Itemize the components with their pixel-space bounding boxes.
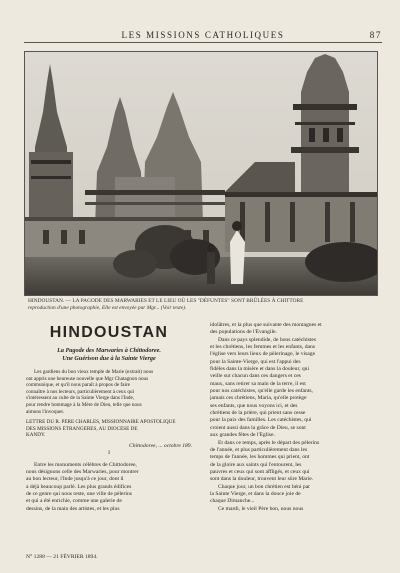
body-right-line: chrétiens de la prière, qui prient sans cesse <box>210 410 306 417</box>
body-left-line: de ce genre qui nous reste, une ville de pèlerins <box>26 491 132 497</box>
body-left-line: Entre les monuments célèbres de Chittodoree, <box>34 461 137 468</box>
body-right-line: et les chrétiens, les femmes et les enfants, dans <box>210 344 316 351</box>
body-right-line: de la gloire aux saints qui l'entourent, les <box>210 461 302 468</box>
body-left-line: nous désignons celle des Marwaries, pour montrer <box>26 468 139 475</box>
intro-line: aimons l'invoquer. <box>26 408 65 415</box>
body-right-line: aux grandes fêtes de l'Église. <box>210 432 275 439</box>
body-right-line: croient aussi dans la grâce de Dieu, se sont <box>210 424 306 431</box>
body-right-line: maux, sans retirer sa main de la terre, il est <box>210 380 306 387</box>
left-column <box>26 320 192 513</box>
intro-line: Les gardiens du bon vieux temple de Marie (extrait) nous <box>34 369 154 375</box>
intro-line: connaître à nos lecteurs, particulièrement à ceux qui <box>26 388 135 395</box>
body-right-line: idolâtres, et la plus que suivante des montagnes et <box>210 322 322 328</box>
body-right-line: pour la Sainte-Vierge, qui est l'appui des <box>210 358 301 365</box>
body-right-line: fidèles dans la misère et dans la douleur, qui <box>210 366 310 373</box>
letter-heading-line: LETTRE DU R. PÈRE CHARLES, MISSIONNAIRE APOSTOLIQUE <box>26 419 176 426</box>
header-title: LES MISSIONS CATHOLIQUES <box>121 30 285 40</box>
body-right-line: de l'année, et plus particulièrement dans les <box>210 446 308 453</box>
body-right-line: temps de l'année, les hommes qui prient, ont <box>210 454 310 461</box>
temples-photograph <box>24 51 378 296</box>
body-right-line: pauvres et ceux qui sont affligés, et ceux qui <box>210 468 310 475</box>
body-left-line: a déjà beaucoup parlé. Les plus grands édifices <box>26 483 132 490</box>
header-rule <box>24 42 382 43</box>
section-mark: I <box>108 450 110 457</box>
letter-heading-line: DES MISSIONS ÉTRANGÈRES, AU DIOCÈSE DE <box>26 425 138 432</box>
intro-line: ont appris une heureuse nouvelle que Mgr Chatagnon nous <box>26 375 149 382</box>
body-left-line: et qui a été enrichie, comme une galerie de <box>26 498 122 505</box>
subtitle-line-1: La Pagode des Marwaries à Chittodoree. <box>57 347 161 354</box>
body-right-line: l'église vers leurs lieux de pèlerinage, le visage <box>210 351 316 358</box>
article-title: HINDOUSTAN <box>49 324 169 341</box>
intro-paragraph <box>26 369 192 415</box>
body-right-line: sont dans la douleur, trouvent leur sûre Marie. <box>210 476 314 483</box>
body-left <box>26 462 192 513</box>
body-right-line: Ce mardi, le vieil Père bon, nous nous <box>218 505 304 512</box>
letter-heading <box>26 419 192 439</box>
body-right-line: Chaque jour, un bon chrétien est béni par <box>218 483 311 490</box>
intro-line: s'intéressent au culte de la Sainte Vierge dans l'Inde, <box>26 395 135 402</box>
body-right-line: Et dans ce temps, après le départ des pèlerins <box>218 439 320 446</box>
caption-line-1: HINDOUSTAN. — LA PAGODE DES MARWARIES ET LE LIEU OÙ LES "DÉFUNTES" SONT BRÛLÉES À CHITTORE <box>28 298 304 304</box>
body-right-line: pour nos catéchistes, qu'elle garde les enfants, <box>210 388 313 395</box>
body-right-line: des populations de l'Évangile. <box>210 329 277 336</box>
body-left-line: dessins, de la main des artistes, et les plus <box>26 505 120 512</box>
body-right-line: la Sainte Vierge, et dans la douce joie de <box>210 490 301 497</box>
issue-footer: N° 1288 — 21 FÉVRIER 1894. <box>26 554 98 560</box>
caption-line-2: reproduction d'une photographie, Elle est envoyée par Mgr... (Voir texte). <box>28 305 187 311</box>
letter-heading-line: KANDY. <box>26 432 46 439</box>
intro-line: pour rendre hommage à la Mère de Dieu, telle que nous <box>26 401 142 408</box>
dateline: Chittodoree, ... octobre 189. <box>129 442 192 449</box>
right-column <box>210 322 378 513</box>
body-right-line: veille sur chacun dans ces dangers et ces <box>210 373 301 380</box>
temples-photo-illustration <box>25 52 377 295</box>
page-number: 87 <box>369 30 382 40</box>
running-header <box>24 30 382 42</box>
body-right-line: jamais ces chrétiens, Maria, qu'elle protège <box>210 395 307 402</box>
photo-caption <box>28 298 376 312</box>
body-left-line: au bon lecteur, l'Inde jusqu'à ce jour, dont il <box>26 476 124 483</box>
body-right-line: ses enfants, que nous voyons ici, et des <box>210 402 298 409</box>
body-right-line: chaque Dimanche... <box>210 498 255 505</box>
intro-line: communique, et qu'il nous paraît à propos de faire <box>26 382 130 389</box>
body-right-line: pour la paix des familles. Les catéchistes, qui <box>210 417 312 424</box>
article-subtitle <box>26 347 192 363</box>
subtitle-line-2: Une Guérison due à la Sainte Vierge <box>62 355 156 362</box>
body-right-line: Dans ce pays splendide, de bons catéchistes <box>218 336 317 343</box>
